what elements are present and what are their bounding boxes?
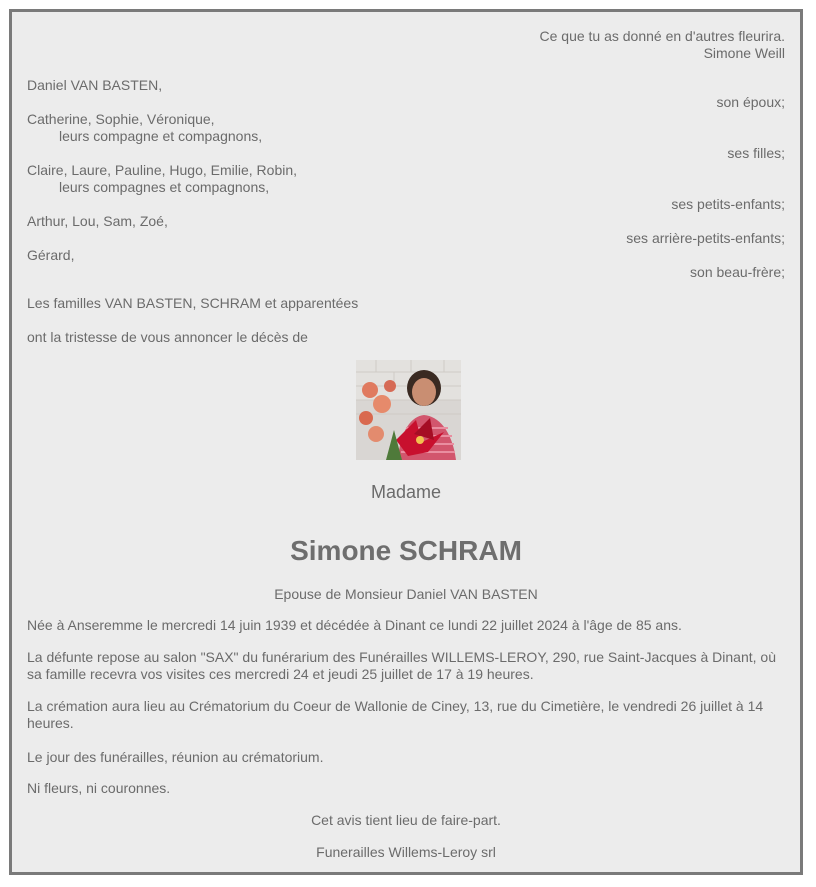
funeral-day-paragraph: Le jour des funérailles, réunion au crématorium. [27, 749, 324, 765]
families-line: Les familles VAN BASTEN, SCHRAM et apparentées [27, 295, 359, 311]
portrait-photo [356, 360, 461, 460]
family-relation-spouse: son époux; [716, 94, 785, 110]
family-names-grandchildren: Claire, Laure, Pauline, Hugo, Emilie, Robin, [27, 162, 298, 178]
cremation-paragraph: La crémation aura lieu au Crématorium du Coeur de Wallonie de Ciney, 13, rue du Cimetière, le vendredi 26 juillet à 14 heures. [27, 698, 764, 731]
family-relation-great-grandchildren: ses arrière-petits-enfants; [626, 230, 785, 246]
quote-text: Ce que tu as donné en d'autres fleurira. [539, 28, 785, 44]
family-partners-daughters: leurs compagne et compagnons, [59, 128, 263, 144]
visitation-paragraph: La défunte repose au salon "SAX" du funérarium des Funérailles WILLEMS-LEROY, 290, rue Saint-Jacques à Dinant, où sa famille recevra vos visites ces mercredi 24 et jeudi 25 juillet de 17 à 19 heures. [27, 649, 776, 682]
family-relation-grandchildren: ses petits-enfants; [671, 196, 785, 212]
family-relation-daughters: ses filles; [727, 145, 785, 161]
obituary-card [9, 9, 803, 875]
family-names-daughters: Catherine, Sophie, Véronique, [27, 111, 215, 127]
birth-death-paragraph: Née à Anseremme le mercredi 14 juin 1939 et décédée à Dinant ce lundi 22 juillet 2024 à l'âge de 85 ans. [27, 617, 682, 633]
family-names-spouse: Daniel VAN BASTEN, [27, 77, 163, 93]
funeral-home: Funerailles Willems-Leroy srl [316, 844, 496, 860]
deceased-name: Simone SCHRAM [290, 535, 522, 566]
notice-line: Cet avis tient lieu de faire-part. [311, 812, 501, 828]
family-partners-grandchildren: leurs compagnes et compagnons, [59, 179, 270, 195]
family-relation-brother-in-law: son beau-frère; [690, 264, 785, 280]
quote-author: Simone Weill [703, 45, 785, 61]
announce-line: ont la tristesse de vous annoncer le décès de [27, 329, 308, 345]
spouse-line: Epouse de Monsieur Daniel VAN BASTEN [274, 586, 538, 602]
family-names-brother-in-law: Gérard, [27, 247, 75, 263]
family-names-great-grandchildren: Arthur, Lou, Sam, Zoé, [27, 213, 168, 229]
honorific: Madame [370, 482, 442, 502]
no-flowers-paragraph: Ni fleurs, ni couronnes. [27, 780, 171, 796]
